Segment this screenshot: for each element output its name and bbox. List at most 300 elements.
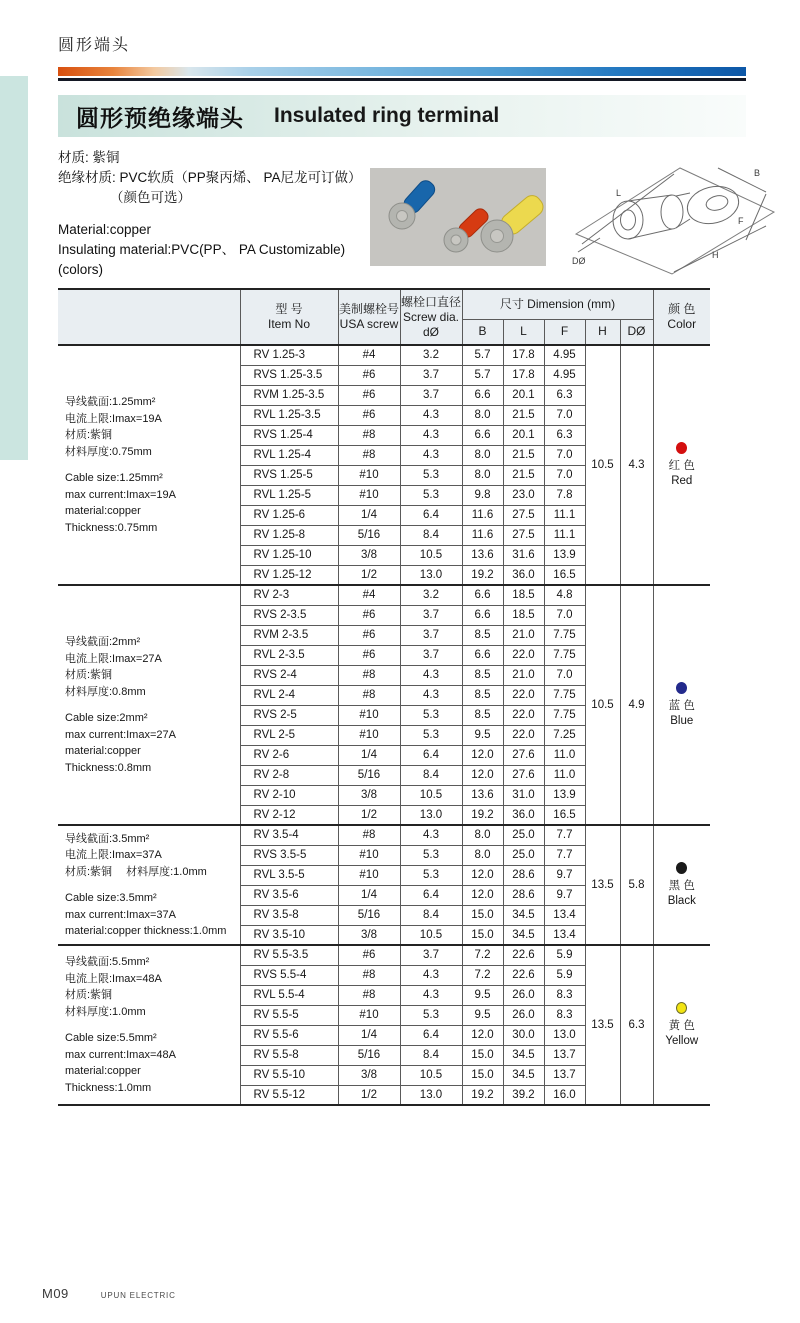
cell-usa-screw: #6 <box>338 385 400 405</box>
cell-dim-l: 34.5 <box>503 1045 544 1065</box>
cell-dim-do-merged: 4.9 <box>620 585 653 825</box>
cell-screw-dia: 3.7 <box>400 645 462 665</box>
cell-screw-dia: 13.0 <box>400 805 462 825</box>
cell-dim-f: 6.3 <box>544 425 585 445</box>
table-row <box>58 345 710 365</box>
cell-usa-screw: 5/16 <box>338 905 400 925</box>
cell-usa-screw: #8 <box>338 445 400 465</box>
cell-dim-f: 13.4 <box>544 905 585 925</box>
cell-usa-screw: 3/8 <box>338 785 400 805</box>
cell-dim-b: 6.6 <box>462 585 503 605</box>
color-dot <box>676 1002 687 1014</box>
spec-line: Thickness:1.0mm <box>65 1081 152 1094</box>
cell-item-no: RV 1.25-8 <box>240 525 338 545</box>
spec-gap <box>65 880 236 890</box>
spec-line: 材料厚度:0.8mm <box>65 685 146 698</box>
cell-screw-dia: 4.3 <box>400 425 462 445</box>
cell-dim-f: 16.5 <box>544 805 585 825</box>
technical-drawing <box>568 158 792 276</box>
color-name-cn: 蓝 色 <box>668 699 695 712</box>
cell-dim-l: 22.0 <box>503 645 544 665</box>
cell-usa-screw: #4 <box>338 585 400 605</box>
cell-dim-b: 6.6 <box>462 385 503 405</box>
spec-line: material:copper <box>65 505 141 517</box>
product-photo <box>370 168 546 266</box>
cell-dim-l: 34.5 <box>503 905 544 925</box>
cell-screw-dia: 4.3 <box>400 685 462 705</box>
spec-line: 材料厚度:0.75mm <box>65 445 152 458</box>
spec-line: 材质:紫铜 <box>65 989 113 1001</box>
cell-dim-b: 19.2 <box>462 565 503 585</box>
cell-screw-dia: 5.3 <box>400 1005 462 1025</box>
table-header-row-main <box>58 289 710 319</box>
spec-line: max current:Imax=19A <box>65 488 176 501</box>
cell-item-no: RVS 1.25-5 <box>240 465 338 485</box>
cell-dim-b: 7.2 <box>462 945 503 965</box>
cell-dim-l: 18.5 <box>503 605 544 625</box>
cell-item-no: RVS 5.5-4 <box>240 965 338 985</box>
spec-line: 电流上限:Imax=48A <box>65 972 162 985</box>
cell-dim-h-merged: 10.5 <box>585 345 620 585</box>
cell-item-no: RV 5.5-5 <box>240 1005 338 1025</box>
cell-dim-b: 13.6 <box>462 545 503 565</box>
spec-line: max current:Imax=48A <box>65 1048 176 1061</box>
cell-item-no: RV 3.5-6 <box>240 885 338 905</box>
cell-item-no: RVS 3.5-5 <box>240 845 338 865</box>
spec-line: 电流上限:Imax=27A <box>65 652 162 665</box>
cell-dim-l: 31.0 <box>503 785 544 805</box>
cell-usa-screw: #10 <box>338 845 400 865</box>
cell-item-no: RV 2-8 <box>240 765 338 785</box>
dim-label-b: B <box>754 168 761 178</box>
color-name-en: Blue <box>670 714 694 727</box>
cell-screw-dia: 8.4 <box>400 525 462 545</box>
header-item-no-en: Item No <box>267 317 310 331</box>
color-name-cn: 红 色 <box>668 459 695 472</box>
cell-screw-dia: 3.7 <box>400 385 462 405</box>
header-dim-l: L <box>503 319 544 345</box>
table-header <box>58 289 710 345</box>
spec-description-cell <box>58 945 240 1105</box>
cell-dim-f: 7.75 <box>544 685 585 705</box>
cell-dim-l: 25.0 <box>503 845 544 865</box>
cell-dim-l: 27.6 <box>503 745 544 765</box>
cell-usa-screw: 1/4 <box>338 745 400 765</box>
header-usa-screw <box>338 289 400 345</box>
table-row <box>58 825 710 845</box>
cell-dim-f: 9.7 <box>544 885 585 905</box>
cell-item-no: RVS 2-5 <box>240 705 338 725</box>
header-usa-screw-en: USA screw <box>339 317 399 331</box>
cell-dim-b: 12.0 <box>462 865 503 885</box>
cell-usa-screw: 1/4 <box>338 505 400 525</box>
cell-dim-f: 13.4 <box>544 925 585 945</box>
company-name: UPUN ELECTRIC <box>100 1291 176 1300</box>
cell-dim-l: 36.0 <box>503 805 544 825</box>
cell-screw-dia: 3.2 <box>400 585 462 605</box>
spec-line: 导线截面:1.25mm² <box>65 396 156 408</box>
spec-line: 材质:紫铜 材料厚度:1.0mm <box>65 865 207 878</box>
cell-dim-f: 11.0 <box>544 745 585 765</box>
spec-line: Cable size:3.5mm² <box>65 892 157 904</box>
cell-dim-f: 4.95 <box>544 365 585 385</box>
cell-dim-do-merged: 6.3 <box>620 945 653 1105</box>
cell-usa-screw: #4 <box>338 345 400 365</box>
cell-dim-b: 15.0 <box>462 1045 503 1065</box>
cell-dim-f: 7.0 <box>544 405 585 425</box>
cell-usa-screw: 3/8 <box>338 925 400 945</box>
cell-dim-f: 7.0 <box>544 665 585 685</box>
cell-dim-f: 7.7 <box>544 845 585 865</box>
cell-usa-screw: #6 <box>338 625 400 645</box>
cell-dim-f: 5.9 <box>544 965 585 985</box>
cell-dim-b: 19.2 <box>462 1085 503 1105</box>
cell-item-no: RV 1.25-3 <box>240 345 338 365</box>
cell-dim-l: 28.6 <box>503 885 544 905</box>
spec-line: 电流上限:Imax=37A <box>65 849 162 861</box>
page-number: M09 <box>42 1286 69 1301</box>
cell-usa-screw: 1/4 <box>338 1025 400 1045</box>
cell-item-no: RVS 1.25-4 <box>240 425 338 445</box>
cell-dim-do-merged: 5.8 <box>620 825 653 945</box>
cell-item-no: RVL 5.5-4 <box>240 985 338 1005</box>
spec-line: material:copper <box>65 745 141 757</box>
cell-usa-screw: #10 <box>338 465 400 485</box>
cell-dim-l: 39.2 <box>503 1085 544 1105</box>
cell-dim-l: 31.6 <box>503 545 544 565</box>
cell-dim-l: 27.6 <box>503 765 544 785</box>
cell-usa-screw: #8 <box>338 825 400 845</box>
cell-dim-f: 13.7 <box>544 1065 585 1085</box>
cell-dim-b: 5.7 <box>462 365 503 385</box>
cell-dim-b: 19.2 <box>462 805 503 825</box>
cell-screw-dia: 5.3 <box>400 485 462 505</box>
cell-screw-dia: 13.0 <box>400 1085 462 1105</box>
cell-usa-screw: #6 <box>338 605 400 625</box>
spec-line: max current:Imax=37A <box>65 908 176 921</box>
header-usa-screw-cn: 美制螺栓号 <box>338 302 399 316</box>
cell-dim-f: 7.75 <box>544 645 585 665</box>
cell-usa-screw: #6 <box>338 365 400 385</box>
table-body <box>58 345 710 1105</box>
cell-dim-l: 22.6 <box>503 945 544 965</box>
cell-dim-f: 13.9 <box>544 785 585 805</box>
color-dot <box>676 442 687 454</box>
cell-item-no: RVS 1.25-3.5 <box>240 365 338 385</box>
cell-dim-f: 13.7 <box>544 1045 585 1065</box>
cell-dim-b: 5.7 <box>462 345 503 365</box>
cell-dim-l: 34.5 <box>503 1065 544 1085</box>
cell-item-no: RV 2-10 <box>240 785 338 805</box>
cell-screw-dia: 3.7 <box>400 605 462 625</box>
cell-usa-screw: #6 <box>338 405 400 425</box>
page-category-title: 圆形端头 <box>58 37 131 54</box>
cell-item-no: RV 1.25-6 <box>240 505 338 525</box>
cell-dim-f: 7.75 <box>544 625 585 645</box>
cell-dim-b: 8.0 <box>462 845 503 865</box>
accent-underline <box>58 78 746 81</box>
spec-gap <box>65 460 236 470</box>
cell-dim-b: 9.5 <box>462 725 503 745</box>
cell-dim-l: 28.6 <box>503 865 544 885</box>
cell-screw-dia: 5.3 <box>400 705 462 725</box>
cell-dim-l: 20.1 <box>503 425 544 445</box>
cell-item-no: RVL 2-5 <box>240 725 338 745</box>
spec-gap <box>65 700 236 710</box>
cell-dim-b: 8.5 <box>462 685 503 705</box>
cell-screw-dia: 8.4 <box>400 765 462 785</box>
cell-usa-screw: 1/4 <box>338 885 400 905</box>
cell-screw-dia: 4.3 <box>400 965 462 985</box>
spec-line: Thickness:0.8mm <box>65 761 152 774</box>
cell-dim-b: 8.5 <box>462 705 503 725</box>
color-indicator-cell <box>653 945 710 1105</box>
header-screw-dia <box>400 289 462 345</box>
cell-usa-screw: #8 <box>338 425 400 445</box>
cell-item-no: RVL 1.25-3.5 <box>240 405 338 425</box>
cell-dim-f: 4.8 <box>544 585 585 605</box>
cell-item-no: RV 3.5-4 <box>240 825 338 845</box>
cell-item-no: RV 1.25-10 <box>240 545 338 565</box>
cell-usa-screw: #8 <box>338 685 400 705</box>
cell-dim-f: 8.3 <box>544 985 585 1005</box>
cell-dim-b: 12.0 <box>462 1025 503 1045</box>
cell-dim-h-merged: 13.5 <box>585 945 620 1105</box>
cell-dim-b: 6.6 <box>462 425 503 445</box>
cell-screw-dia: 6.4 <box>400 505 462 525</box>
page-footer <box>42 1286 176 1301</box>
header-dimension: 尺寸 Dimension (mm) <box>462 289 653 319</box>
spec-description-cell <box>58 585 240 825</box>
cell-item-no: RV 1.25-12 <box>240 565 338 585</box>
spec-line: max current:Imax=27A <box>65 728 176 741</box>
color-name-en: Red <box>671 474 693 487</box>
cell-item-no: RVL 1.25-4 <box>240 445 338 465</box>
cell-dim-h-merged: 13.5 <box>585 825 620 945</box>
cell-dim-f: 6.3 <box>544 385 585 405</box>
cell-item-no: RV 5.5-8 <box>240 1045 338 1065</box>
spec-line: Cable size:2mm² <box>65 712 148 724</box>
cell-dim-f: 5.9 <box>544 945 585 965</box>
cell-dim-b: 8.5 <box>462 625 503 645</box>
cell-dim-f: 7.7 <box>544 825 585 845</box>
cell-item-no: RV 3.5-10 <box>240 925 338 945</box>
cell-item-no: RVS 2-4 <box>240 665 338 685</box>
cell-usa-screw: #6 <box>338 945 400 965</box>
cell-dim-f: 7.0 <box>544 465 585 485</box>
cell-dim-b: 11.6 <box>462 505 503 525</box>
spec-line: 导线截面:3.5mm² <box>65 832 150 845</box>
spec-line-colors-cn: （颜色可选） <box>110 190 191 205</box>
spec-line: Cable size:5.5mm² <box>65 1032 157 1044</box>
cell-dim-b: 6.6 <box>462 645 503 665</box>
cell-usa-screw: #8 <box>338 965 400 985</box>
table-row <box>58 585 710 605</box>
cell-screw-dia: 6.4 <box>400 745 462 765</box>
cell-item-no: RVL 3.5-5 <box>240 865 338 885</box>
cell-dim-f: 7.75 <box>544 705 585 725</box>
cell-dim-f: 7.0 <box>544 445 585 465</box>
cell-item-no: RVL 2-4 <box>240 685 338 705</box>
header-dim-b: B <box>462 319 503 345</box>
cell-item-no: RVM 1.25-3.5 <box>240 385 338 405</box>
cell-usa-screw: 3/8 <box>338 545 400 565</box>
spec-line: 材质:紫铜 <box>65 429 113 441</box>
color-dot <box>676 862 687 874</box>
cell-dim-f: 11.0 <box>544 765 585 785</box>
cell-screw-dia: 5.3 <box>400 845 462 865</box>
header-color-cn: 颜 色 <box>668 302 696 316</box>
cell-dim-f: 13.9 <box>544 545 585 565</box>
header-dim-h: H <box>585 319 620 345</box>
cell-dim-b: 12.0 <box>462 765 503 785</box>
cell-dim-l: 22.0 <box>503 705 544 725</box>
cell-screw-dia: 3.7 <box>400 625 462 645</box>
cell-item-no: RV 3.5-8 <box>240 905 338 925</box>
cell-dim-l: 23.0 <box>503 485 544 505</box>
cell-dim-b: 12.0 <box>462 745 503 765</box>
cell-screw-dia: 10.5 <box>400 785 462 805</box>
cell-dim-l: 26.0 <box>503 985 544 1005</box>
cell-usa-screw: #8 <box>338 665 400 685</box>
cell-item-no: RV 2-12 <box>240 805 338 825</box>
cell-usa-screw: #10 <box>338 1005 400 1025</box>
cell-dim-l: 18.5 <box>503 585 544 605</box>
cell-screw-dia: 3.7 <box>400 365 462 385</box>
cell-screw-dia: 4.3 <box>400 405 462 425</box>
cell-dim-b: 13.6 <box>462 785 503 805</box>
cell-item-no: RVS 2-3.5 <box>240 605 338 625</box>
cell-item-no: RVM 2-3.5 <box>240 625 338 645</box>
cell-dim-b: 7.2 <box>462 965 503 985</box>
cell-dim-l: 26.0 <box>503 1005 544 1025</box>
cell-dim-f: 8.3 <box>544 1005 585 1025</box>
cell-item-no: RV 5.5-6 <box>240 1025 338 1045</box>
cell-screw-dia: 10.5 <box>400 1065 462 1085</box>
cell-screw-dia: 5.3 <box>400 725 462 745</box>
header-screw-dia-en: Screw dia. <box>402 309 460 324</box>
header-item-no-cn: 型 号 <box>275 302 303 316</box>
header-dim-do: DØ <box>620 319 653 345</box>
cell-item-no: RV 5.5-12 <box>240 1085 338 1105</box>
header-color <box>653 289 710 345</box>
cell-dim-f: 7.8 <box>544 485 585 505</box>
cell-dim-f: 7.25 <box>544 725 585 745</box>
cell-screw-dia: 8.4 <box>400 1045 462 1065</box>
cell-usa-screw: 3/8 <box>338 1065 400 1085</box>
ring-terminals-image <box>370 168 546 266</box>
header-screw-dia-sym: dØ <box>422 324 439 339</box>
cell-screw-dia: 6.4 <box>400 885 462 905</box>
cell-dim-b: 8.5 <box>462 665 503 685</box>
cell-dim-b: 6.6 <box>462 605 503 625</box>
cell-dim-l: 34.5 <box>503 925 544 945</box>
material-spec-block <box>58 148 378 280</box>
dimension-diagram <box>568 158 792 276</box>
cell-dim-l: 21.5 <box>503 465 544 485</box>
cell-dim-b: 11.6 <box>462 525 503 545</box>
cell-dim-do-merged: 4.3 <box>620 345 653 585</box>
cell-dim-b: 15.0 <box>462 925 503 945</box>
cell-screw-dia: 6.4 <box>400 1025 462 1045</box>
table-row <box>58 945 710 965</box>
cell-dim-b: 8.0 <box>462 465 503 485</box>
spec-table <box>58 288 710 1106</box>
spec-line: 材质:紫铜 <box>65 669 113 681</box>
cell-dim-b: 12.0 <box>462 885 503 905</box>
cell-dim-l: 22.0 <box>503 685 544 705</box>
accent-gradient-bar <box>58 67 746 76</box>
cell-usa-screw: 5/16 <box>338 525 400 545</box>
cell-usa-screw: #10 <box>338 485 400 505</box>
cell-dim-b: 15.0 <box>462 1065 503 1085</box>
spec-description-cell <box>58 825 240 945</box>
cell-dim-l: 21.5 <box>503 445 544 465</box>
header-screw-dia-cn: 螺栓口直径 <box>400 294 461 309</box>
spec-line: 电流上限:Imax=19A <box>65 412 162 425</box>
cell-item-no: RV 2-6 <box>240 745 338 765</box>
cell-dim-l: 22.6 <box>503 965 544 985</box>
header-color-en: Color <box>667 317 697 331</box>
cell-item-no: RV 2-3 <box>240 585 338 605</box>
section-title-bar <box>58 95 746 137</box>
dim-label-do: DØ <box>572 256 586 266</box>
cell-screw-dia: 10.5 <box>400 545 462 565</box>
dim-label-l: L <box>616 188 622 198</box>
cell-dim-b: 9.5 <box>462 1005 503 1025</box>
cell-screw-dia: 4.3 <box>400 825 462 845</box>
cell-usa-screw: 1/2 <box>338 565 400 585</box>
cell-screw-dia: 3.2 <box>400 345 462 365</box>
cell-dim-h-merged: 10.5 <box>585 585 620 825</box>
dim-label-f: F <box>738 216 744 226</box>
cell-dim-b: 8.0 <box>462 825 503 845</box>
cell-dim-l: 17.8 <box>503 345 544 365</box>
color-name-cn: 黑 色 <box>668 879 695 892</box>
cell-dim-f: 16.0 <box>544 1085 585 1105</box>
spec-line-insulation-en: Insulating material:PVC(PP、 PA Customizable)(colors) <box>58 242 346 277</box>
spec-line-material-cn: 材质: 紫铜 <box>58 150 120 165</box>
spec-line: 导线截面:2mm² <box>65 636 141 648</box>
cell-usa-screw: 1/2 <box>338 805 400 825</box>
color-name-cn: 黄 色 <box>668 1019 695 1032</box>
color-indicator-cell <box>653 585 710 825</box>
cell-dim-b: 9.5 <box>462 985 503 1005</box>
header-item-no <box>240 289 338 345</box>
cell-usa-screw: 1/2 <box>338 1085 400 1105</box>
cell-dim-l: 21.0 <box>503 625 544 645</box>
color-indicator-cell <box>653 345 710 585</box>
color-name-en: Black <box>667 894 696 907</box>
cell-usa-screw: #10 <box>338 865 400 885</box>
cell-dim-f: 7.0 <box>544 605 585 625</box>
cell-dim-f: 13.0 <box>544 1025 585 1045</box>
spec-line: 导线截面:5.5mm² <box>65 956 150 968</box>
cell-usa-screw: #6 <box>338 645 400 665</box>
cell-dim-l: 25.0 <box>503 825 544 845</box>
dim-label-h: H <box>712 250 719 260</box>
cell-screw-dia: 5.3 <box>400 865 462 885</box>
spec-line: material:copper <box>65 1065 141 1077</box>
cell-usa-screw: #10 <box>338 725 400 745</box>
cell-dim-b: 8.0 <box>462 445 503 465</box>
cell-screw-dia: 4.3 <box>400 665 462 685</box>
cell-screw-dia: 10.5 <box>400 925 462 945</box>
color-name-en: Yellow <box>665 1034 699 1047</box>
cell-screw-dia: 4.3 <box>400 445 462 465</box>
spec-gap <box>65 1020 236 1030</box>
cell-item-no: RV 5.5-3.5 <box>240 945 338 965</box>
